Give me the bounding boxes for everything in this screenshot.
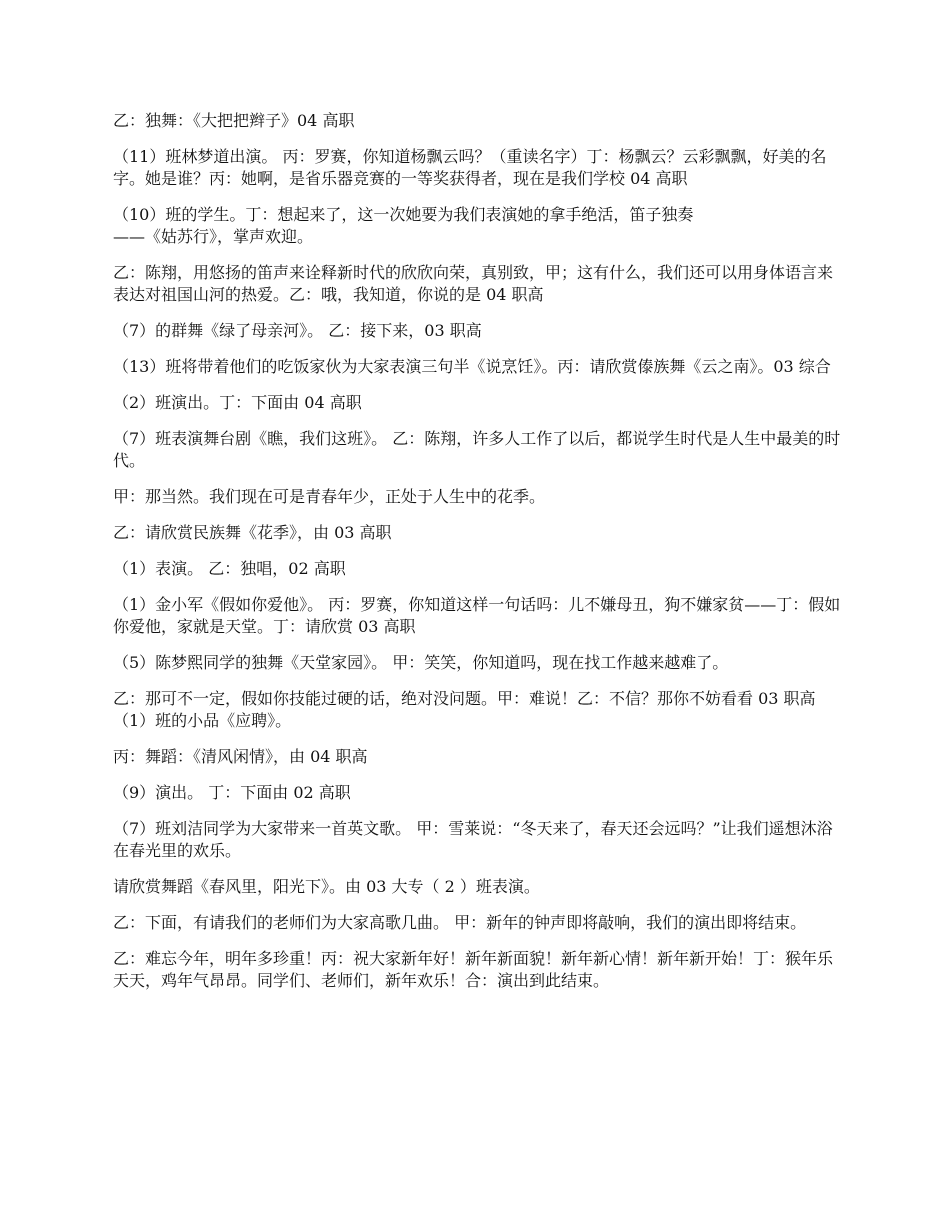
paragraph: 请欣赏舞蹈《春风里，阳光下》。由 03 大专（ 2 ）班表演。 xyxy=(113,877,540,896)
paragraph: （9）演出。 丁：下面由 02 高职 xyxy=(113,783,351,802)
paragraph: （5）陈梦熙同学的独舞《天堂家园》。 甲：笑笑，你知道吗，现在找工作越来越难了。 xyxy=(113,653,729,672)
paragraph: 乙：陈翔，用悠扬的笛声来诠释新时代的欣欣向荣，真别致，甲；这有什么，我们还可以用身体语言来表达对祖国山河的热爱。乙：哦，我知道，你说的是 04 职高 xyxy=(113,263,834,304)
paragraph: 乙：独舞：《大把把辫子》04 高职 xyxy=(113,111,355,130)
paragraph: 乙：请欣赏民族舞《花季》，由 03 高职 xyxy=(113,523,392,542)
paragraph: （2）班演出。丁：下面由 04 高职 xyxy=(113,393,362,412)
document-body xyxy=(113,110,841,1006)
paragraph: 乙：难忘今年，明年多珍重！丙：祝大家新年好！新年新面貌！新年新心情！新年新开始！丁：猴年乐天天，鸡年气昂昂。同学们、老师们，新年欢乐！合：演出到此结束。 xyxy=(113,949,834,990)
paragraph: （7）班表演舞台剧《瞧，我们这班》。 乙：陈翔，许多人工作了以后，都说学生时代是人生中最美的时代。 xyxy=(113,429,841,470)
paragraph: （7）班刘洁同学为大家带来一首英文歌。 甲：雪莱说：“冬天来了，春天还会远吗？”让我们遥想沐浴在春光里的欢乐。 xyxy=(113,819,833,860)
paragraph: 丙：舞蹈：《清风闲情》，由 04 职高 xyxy=(113,747,368,766)
paragraph: （1）表演。 乙：独唱，02 高职 xyxy=(113,559,346,578)
paragraph: （1）金小军《假如你爱他》。 丙：罗赛，你知道这样一句话吗：儿不嫌母丑，狗不嫌家贫——丁：假如你爱他，家就是天堂。丁：请欣赏 03 高职 xyxy=(113,595,841,636)
paragraph: （13）班将带着他们的吃饭家伙为大家表演三句半《说烹饪》。丙：请欣赏傣族舞《云之南》。03 综合 xyxy=(113,357,831,376)
paragraph: （7）的群舞《绿了母亲河》。 乙：接下来，03 职高 xyxy=(113,321,482,340)
paragraph: 甲：那当然。我们现在可是青春年少，正处于人生中的花季。 xyxy=(113,487,546,506)
paragraph: 乙：那可不一定，假如你技能过硬的话，绝对没问题。甲：难说！乙：不信？那你不妨看看 03 职高（1）班的小品《应聘》。 xyxy=(113,689,816,730)
paragraph: 乙：下面，有请我们的老师们为大家高歌几曲。 甲：新年的钟声即将敲响，我们的演出即将结束。 xyxy=(113,913,807,932)
paragraph: （10）班的学生。丁：想起来了，这一次她要为我们表演她的拿手绝活，笛子独奏 ——《姑苏行》，掌声欢迎。 xyxy=(113,205,694,246)
paragraph: （11）班林梦道出演。 丙：罗赛，你知道杨飘云吗？（重读名字）丁：杨飘云？云彩飘飘，好美的名字。她是谁？丙：她啊，是省乐器竞赛的一等奖获得者，现在是我们学校 04 高职 xyxy=(113,147,827,188)
